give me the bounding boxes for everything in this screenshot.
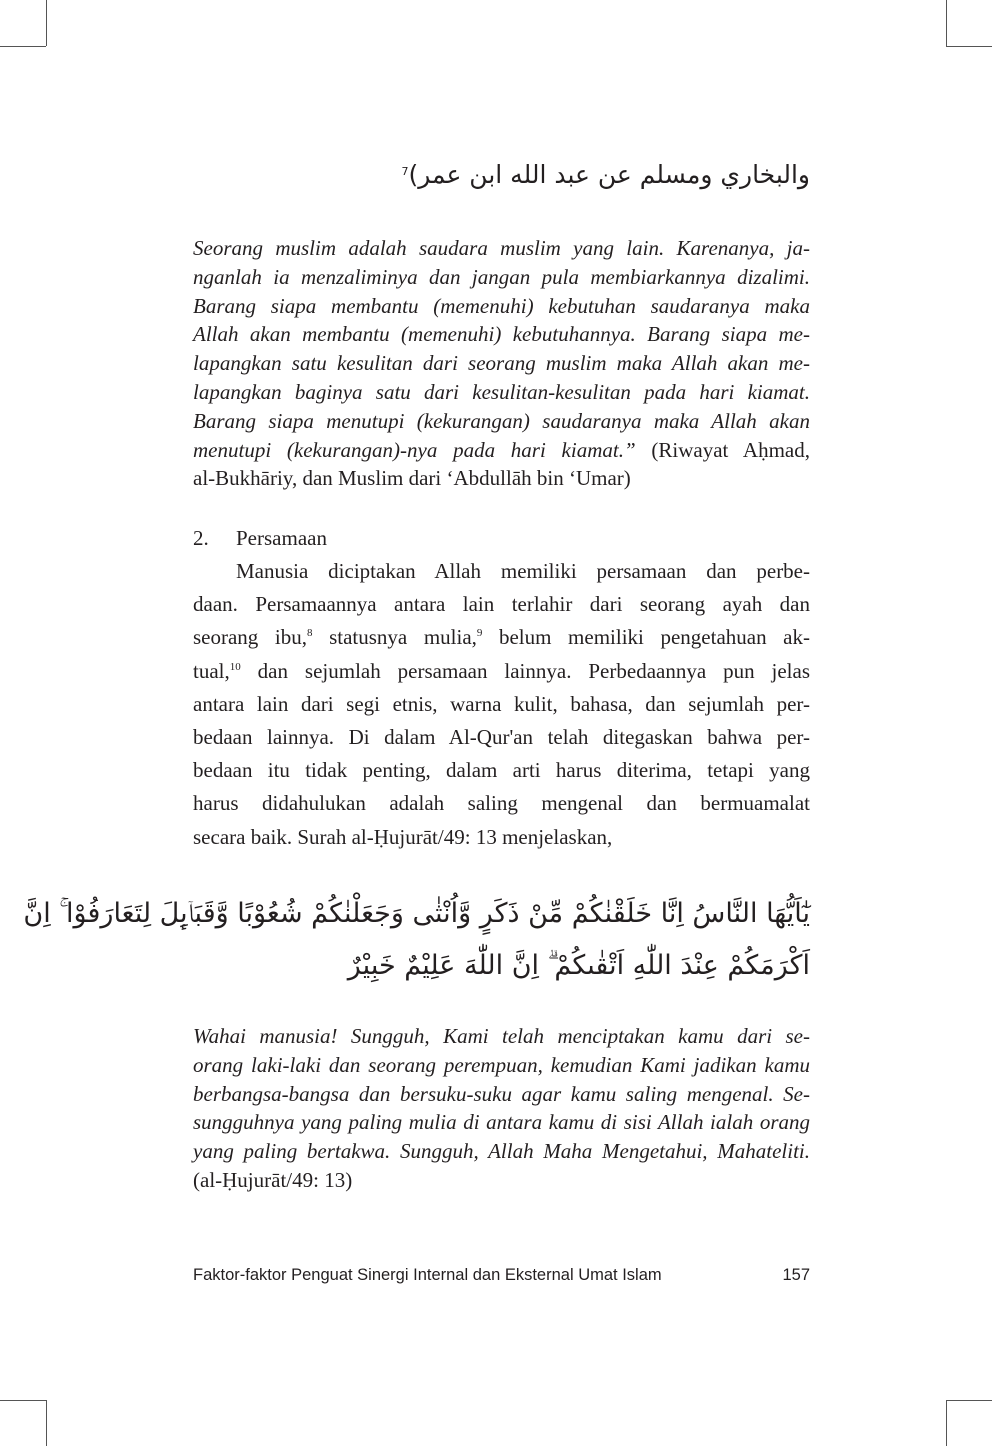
- text-span: seorang ibu,: [193, 625, 307, 650]
- text-span: dan sejumlah persamaan lainnya. Perbedaannya pun jelas: [240, 658, 810, 683]
- text-line: orang laki-laki dan seorang perempuan, kemudian Kami jadikan kamu: [193, 1052, 810, 1077]
- footnote-ref: 9: [476, 627, 483, 640]
- page-footer: [193, 1266, 810, 1285]
- section-title: Persamaan: [236, 526, 327, 550]
- text-line: Manusia diciptakan Allah memiliki persamaan dan perbe-: [236, 559, 810, 583]
- text-line: sungguhnya yang paling mulia di antara kamu di sisi Allah ialah orang: [193, 1110, 810, 1135]
- text-line: lapangkan baginya satu dari kesulitan-kesulitan pada hari kiamat.: [193, 379, 810, 404]
- crop-mark: [946, 46, 992, 47]
- text-line: yang paling bertakwa. Sungguh, Allah Maha Mengetahui, Mahateliti.: [193, 1139, 810, 1164]
- text-line: Barang siapa membantu (memenuhi) kebutuhan saudaranya maka: [193, 293, 810, 318]
- quran-verse: [23, 888, 810, 992]
- text-span: statusnya mulia,: [312, 625, 477, 650]
- text-span: menutupi (kekurangan)-nya pada hari kiamat.”: [193, 437, 636, 462]
- hadith-translation: [193, 234, 810, 493]
- text-line: antara lain dari segi etnis, warna kulit, bahasa, dan sejumlah per-: [193, 691, 810, 716]
- text-line: Allah akan membantu (memenuhi) kebutuhannya. Barang siapa me-: [193, 322, 810, 347]
- verse-reference: (al-Ḥujurāt/49: 13): [193, 1167, 353, 1192]
- section-heading: [193, 522, 810, 555]
- text-span: belum memiliki pengetahuan ak-: [482, 625, 810, 650]
- crop-mark: [946, 1400, 992, 1401]
- verse-translation: [193, 1022, 810, 1195]
- text-line: nganlah ia menzaliminya dan jangan pula membiarkannya dizalimi.: [193, 264, 810, 289]
- text-line: berbangsa-bangsa dan bersuku-suku agar kamu saling mengenal. Se-: [193, 1081, 810, 1106]
- arabic-hadith-source: [193, 160, 810, 189]
- text-span: tual,: [193, 658, 230, 683]
- text-line: [193, 436, 810, 465]
- text-line: Seorang muslim adalah saudara muslim yang lain. Karenanya, ja-: [193, 236, 810, 260]
- body-paragraph: [193, 555, 810, 854]
- text-line: bedaan itu tidak penting, dalam arti harus diterima, tetapi yang: [193, 758, 810, 783]
- footnote-ref: 7: [401, 165, 409, 178]
- crop-mark: [46, 0, 47, 46]
- running-footer-title: Faktor-faktor Penguat Sinergi Internal dan Eksternal Umat Islam: [193, 1266, 662, 1284]
- verse-line: يٰٓاَيُّهَا النَّاسُ اِنَّا خَلَقْنٰكُمْ مِّنْ ذَكَرٍ وَّاُنْثٰى وَجَعَلْنٰكُمْ شُعُوْبًا وَّقَبَاۤىِٕلَ لِتَعَارَفُوْا ۚ اِنَّ: [23, 898, 810, 929]
- crop-mark: [0, 46, 46, 47]
- text-line: secara baik. Surah al-Ḥujurāt/49: 13 menjelaskan,: [193, 824, 613, 849]
- section-number: 2.: [193, 526, 209, 550]
- text-line: bedaan lainnya. Di dalam Al-Qur'an telah ditegaskan bahwa per-: [193, 725, 810, 750]
- text-line: lapangkan satu kesulitan dari seorang muslim maka Allah akan me-: [193, 351, 810, 376]
- arabic-text: والبخاري ومسلم عن عبد الله ابن عمر): [408, 160, 810, 189]
- citation: al-Bukhāriy, dan Muslim dari ‘Abdullāh bin ‘Umar): [193, 466, 631, 491]
- footnote-ref: 10: [229, 660, 241, 673]
- text-line: [193, 621, 810, 654]
- text-line: [193, 655, 810, 688]
- citation: (Riwayat Aḥmad,: [635, 437, 811, 462]
- crop-mark: [46, 1400, 47, 1446]
- crop-mark: [946, 0, 947, 46]
- text-line: Wahai manusia! Sungguh, Kami telah menciptakan kamu dari se-: [193, 1024, 810, 1048]
- text-line: Barang siapa menutupi (kekurangan) saudaranya maka Allah akan: [193, 408, 810, 433]
- page-number: 157: [782, 1266, 810, 1284]
- verse-line: اَكْرَمَكُمْ عِنْدَ اللّٰهِ اَتْقٰىكُمْ ۗ اِنَّ اللّٰهَ عَلِيْمٌ خَبِيْرٌ: [347, 950, 810, 981]
- footnote-ref: 8: [306, 627, 313, 640]
- crop-mark: [946, 1400, 947, 1446]
- text-line: daan. Persamaannya antara lain terlahir dari seorang ayah dan: [193, 592, 810, 617]
- text-line: harus didahulukan adalah saling mengenal dan bermuamalat: [193, 791, 810, 816]
- crop-mark: [0, 1400, 46, 1401]
